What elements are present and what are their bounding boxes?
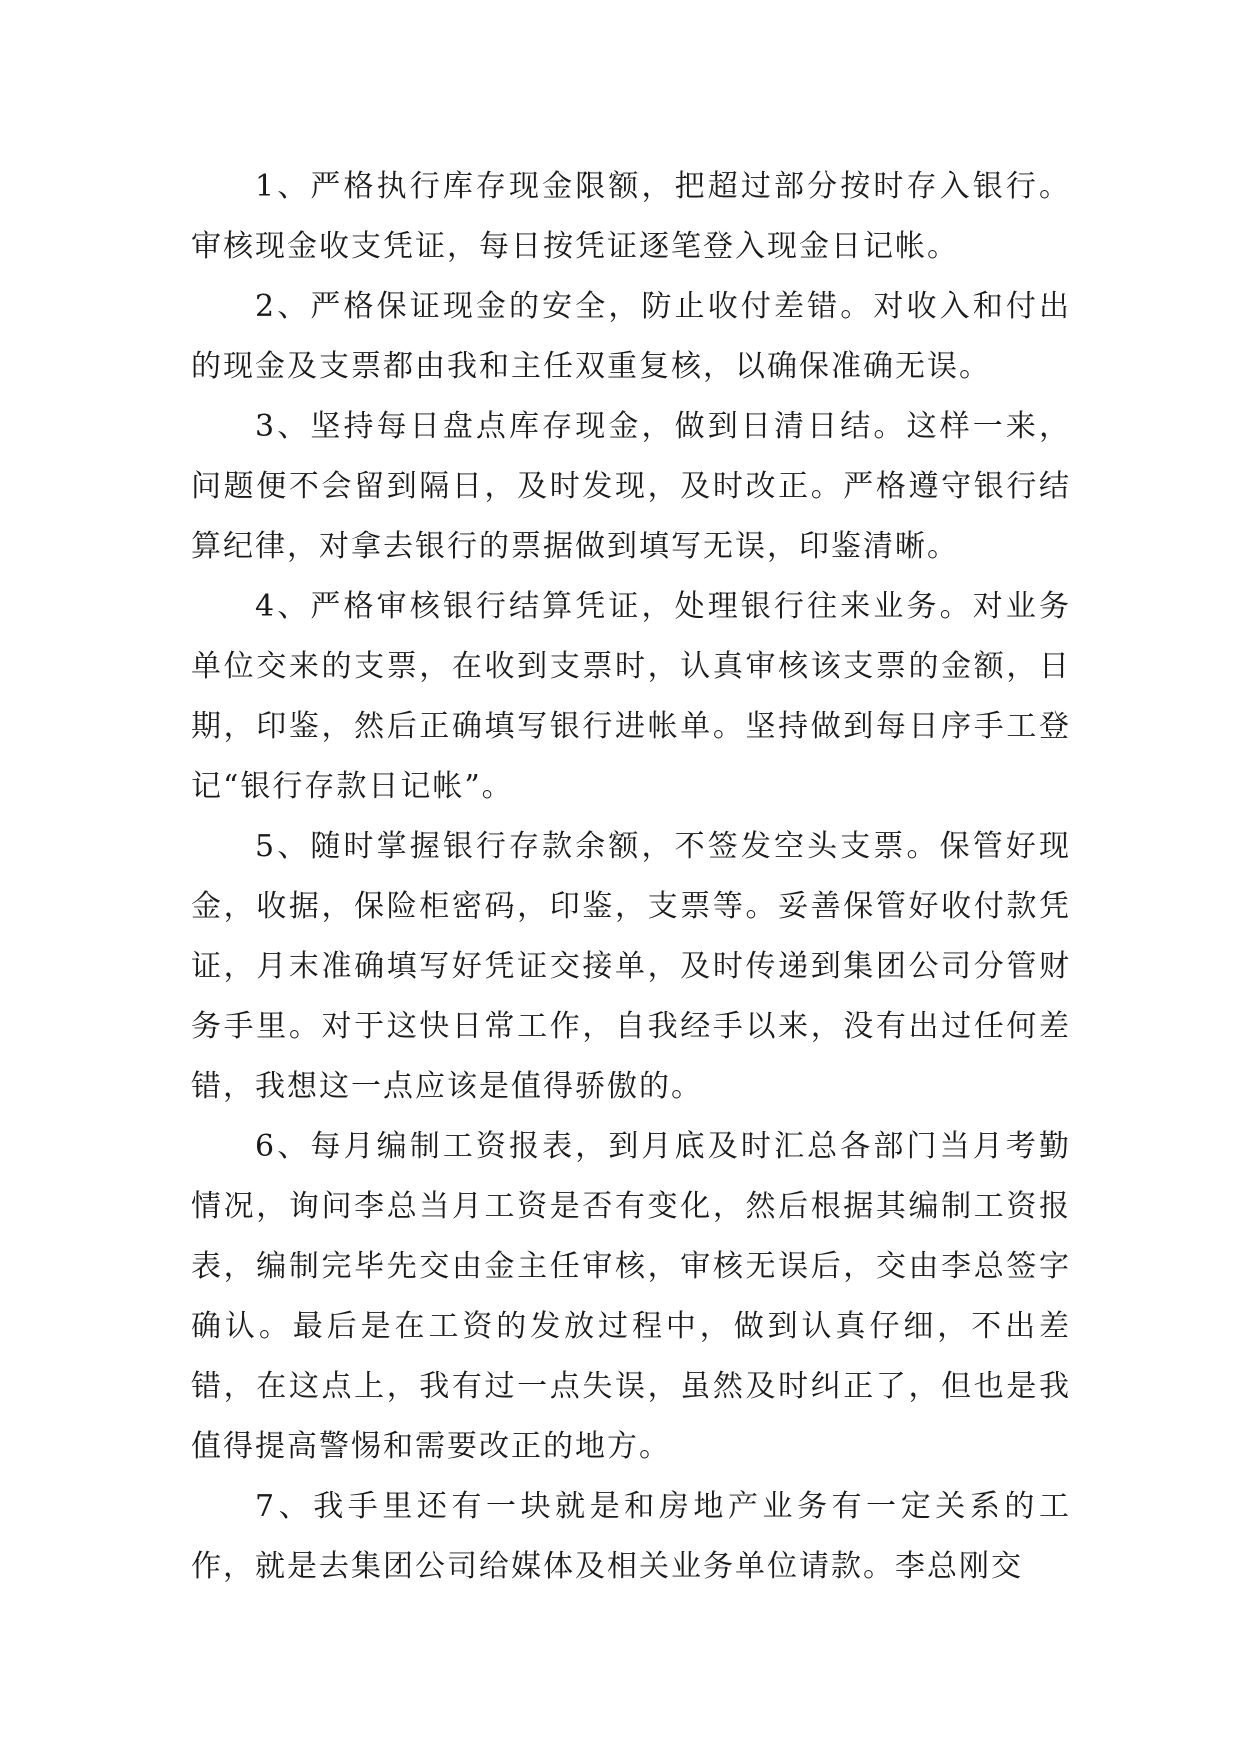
paragraph-7: 7、我手里还有一块就是和房地产业务有一定关系的工作，就是去集团公司给媒体及相关业务单位请款。李总刚交 <box>191 1489 1071 1584</box>
paragraph-6: 6、每月编制工资报表，到月底及时汇总各部门当月考勤情况，询问李总当月工资是否有变化，然后根据其编制工资报表，编制完毕先交由金主任审核，审核无误后，交由李总签字确认。最后是在工资的发放过程中，做到认真仔细，不出差错，在这点上，我有过一点失误，虽然及时纠正了，但也是我值得提高警惕和需要改正的地方。 <box>191 1129 1071 1464</box>
document-body <box>191 157 1071 1597</box>
paragraph-5: 5、随时掌握银行存款余额，不签发空头支票。保管好现金，收据，保险柜密码，印鉴，支票等。妥善保管好收付款凭证，月末准确填写好凭证交接单，及时传递到集团公司分管财务手里。对于这快日常工作，自我经手以来，没有出过任何差错，我想这一点应该是值得骄傲的。 <box>191 829 1071 1104</box>
paragraph-1: 1、严格执行库存现金限额，把超过部分按时存入银行。审核现金收支凭证，每日按凭证逐笔登入现金日记帐。 <box>191 169 1071 264</box>
paragraph-4: 4、严格审核银行结算凭证，处理银行往来业务。对业务单位交来的支票，在收到支票时，认真审核该支票的金额，日期，印鉴，然后正确填写银行进帐单。坚持做到每日序手工登记“银行存款日记帐”。 <box>191 589 1071 804</box>
paragraph-2: 2、严格保证现金的安全，防止收付差错。对收入和付出的现金及支票都由我和主任双重复核，以确保准确无误。 <box>191 289 1071 384</box>
paragraph-3: 3、坚持每日盘点库存现金，做到日清日结。这样一来，问题便不会留到隔日，及时发现，及时改正。严格遵守银行结算纪律，对拿去银行的票据做到填写无误，印鉴清晰。 <box>191 409 1071 564</box>
